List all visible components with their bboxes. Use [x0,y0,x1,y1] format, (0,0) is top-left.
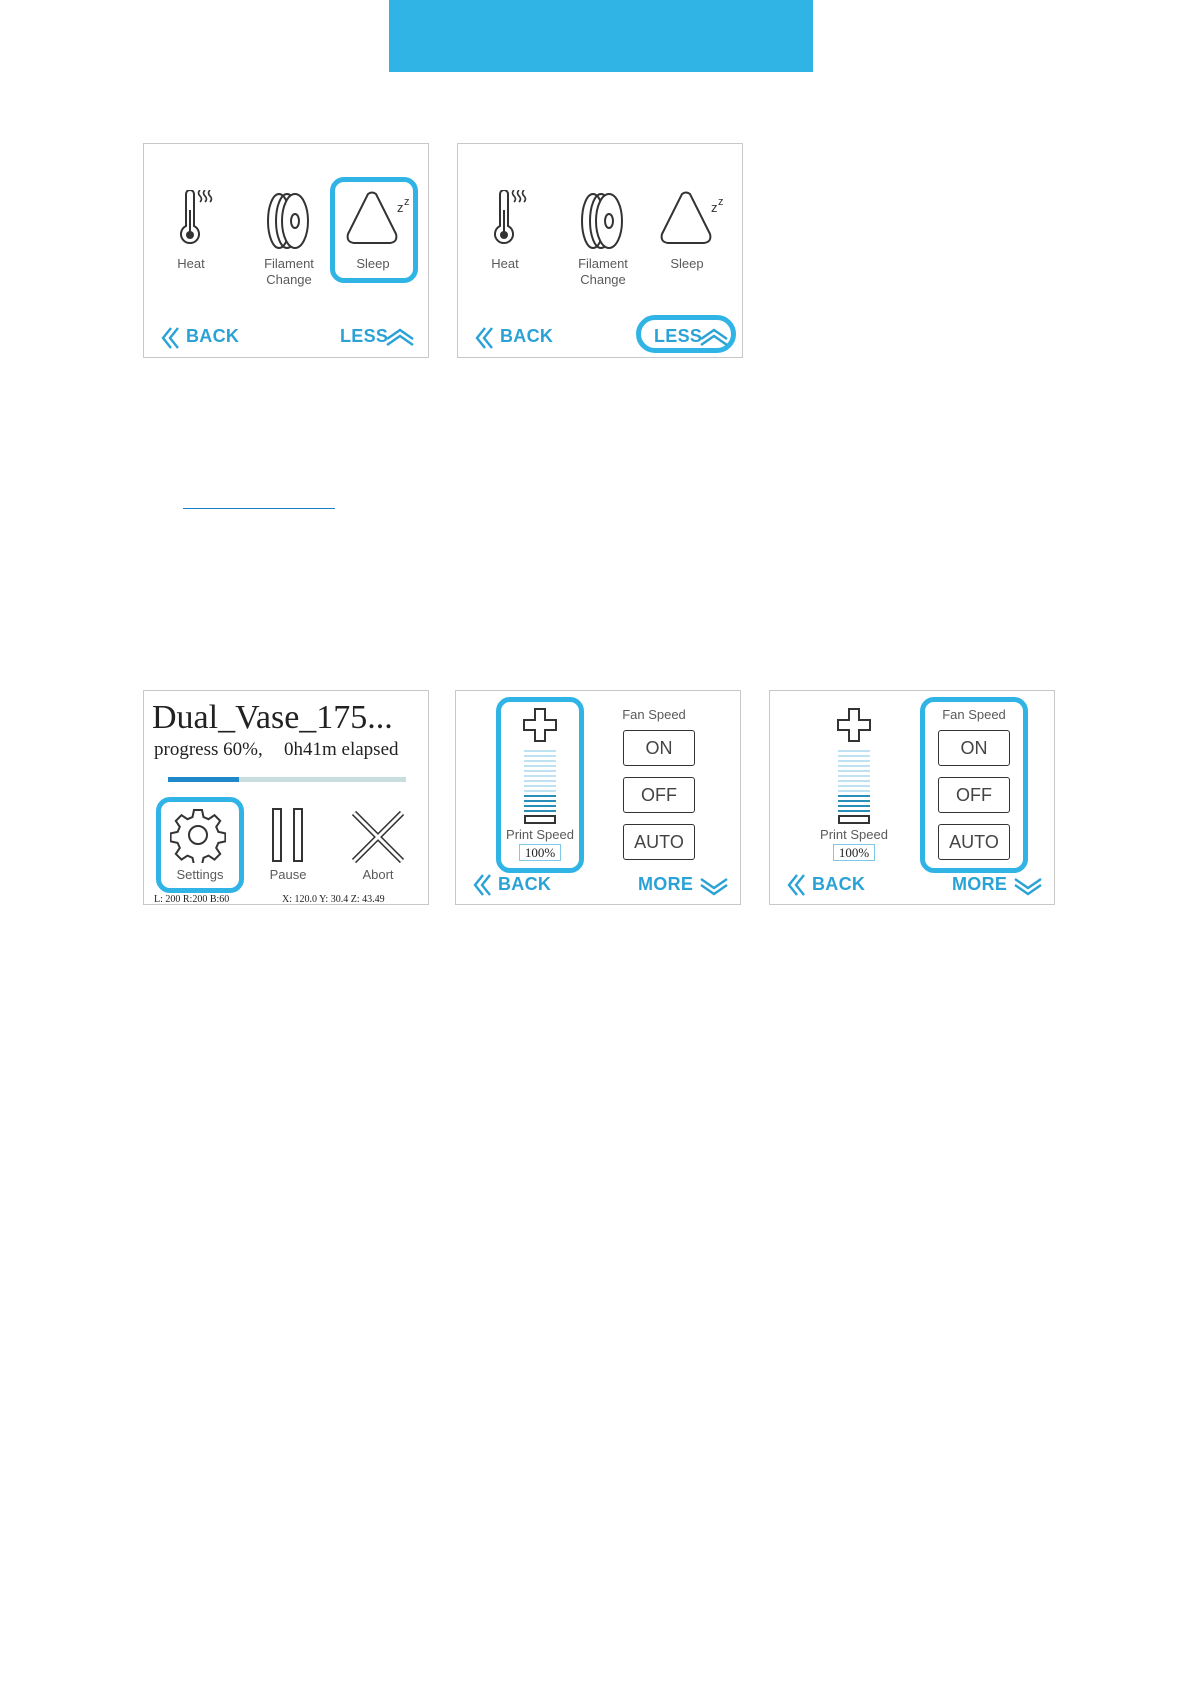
menu-item-heat-label: Heat [177,256,205,271]
progress-track [168,777,406,782]
pause-icon[interactable] [270,807,306,863]
print-file-title: Dual_Vase_175... [152,699,393,736]
speed-level-bars [838,749,870,813]
more-button[interactable]: MORE [638,874,694,894]
svg-text:z: z [404,196,410,208]
abort-label: Abort [362,867,394,882]
back-button[interactable]: BACK [500,326,554,346]
print-speed-value: 100% [519,844,561,861]
menu-item-filament-line1: Filament [578,256,628,271]
menu-item-filament-line2: Change [580,272,626,287]
fan-auto-button[interactable]: AUTO [623,824,695,860]
print-speed-label: Print Speed [820,827,888,842]
settings-label: Settings [176,867,224,882]
less-chevron-icon[interactable] [699,327,729,347]
thermometer-icon [492,190,532,248]
print-speed-value: 100% [833,844,875,861]
abort-icon[interactable] [350,807,408,863]
link-underline[interactable] [183,508,335,509]
filament-spool-icon [580,192,626,250]
progress-fill [168,777,239,782]
minus-icon[interactable] [838,815,870,825]
back-chevron-icon[interactable] [786,873,808,897]
speed-level-bars [524,749,556,813]
more-chevron-icon[interactable] [699,877,729,897]
svg-text:z: z [718,196,724,208]
speed-screen-2 [769,690,1055,905]
menu-item-filament-label [558,256,648,288]
back-chevron-icon[interactable] [472,873,494,897]
fan-speed-title: Fan Speed [622,707,686,722]
fan-on-button[interactable]: ON [623,730,695,766]
sleep-icon [654,190,724,248]
fan-speed-title: Fan Speed [942,707,1006,722]
fan-off-button[interactable]: OFF [623,777,695,813]
menu-item-filament-line2: Change [266,272,312,287]
gear-icon [170,807,226,863]
back-button[interactable]: BACK [498,874,552,894]
plus-icon[interactable] [836,707,872,743]
more-chevron-icon[interactable] [1013,877,1043,897]
menu-screen-1 [143,143,429,358]
menu-item-heat-label: Heat [491,256,519,271]
more-button[interactable]: MORE [952,874,1008,894]
print-status-screen [143,690,429,905]
svg-text:z: z [397,200,404,215]
less-button[interactable]: LESS [654,326,703,346]
fan-on-button[interactable]: ON [938,730,1010,766]
thermometer-icon [178,190,218,248]
print-progress-text: progress 60%, [154,739,263,760]
back-chevron-icon[interactable] [474,326,496,350]
filament-spool-icon [266,192,312,250]
menu-item-filament-line1: Filament [264,256,314,271]
header-bar [389,0,813,72]
less-chevron-icon[interactable] [385,327,415,347]
pause-label: Pause [269,867,307,882]
back-chevron-icon[interactable] [160,326,182,350]
sleep-icon [340,190,410,248]
print-speed-label: Print Speed [506,827,574,842]
minus-icon[interactable] [524,815,556,825]
menu-item-sleep-label: Sleep [670,256,704,271]
svg-text:z: z [711,200,718,215]
fan-auto-button[interactable]: AUTO [938,824,1010,860]
back-button[interactable]: BACK [186,326,240,346]
temperature-readout: L: 200 R:200 B:60 [154,894,230,905]
back-button[interactable]: BACK [812,874,866,894]
menu-item-filament-label [244,256,334,288]
menu-item-sleep-label: Sleep [356,256,390,271]
coordinate-readout: X: 120.0 Y: 30.4 Z: 43.49 [282,894,385,905]
plus-icon[interactable] [522,707,558,743]
speed-screen-1 [455,690,741,905]
fan-off-button[interactable]: OFF [938,777,1010,813]
print-elapsed-text: 0h41m elapsed [284,739,399,760]
menu-screen-2 [457,143,743,358]
less-button[interactable]: LESS [340,326,389,346]
